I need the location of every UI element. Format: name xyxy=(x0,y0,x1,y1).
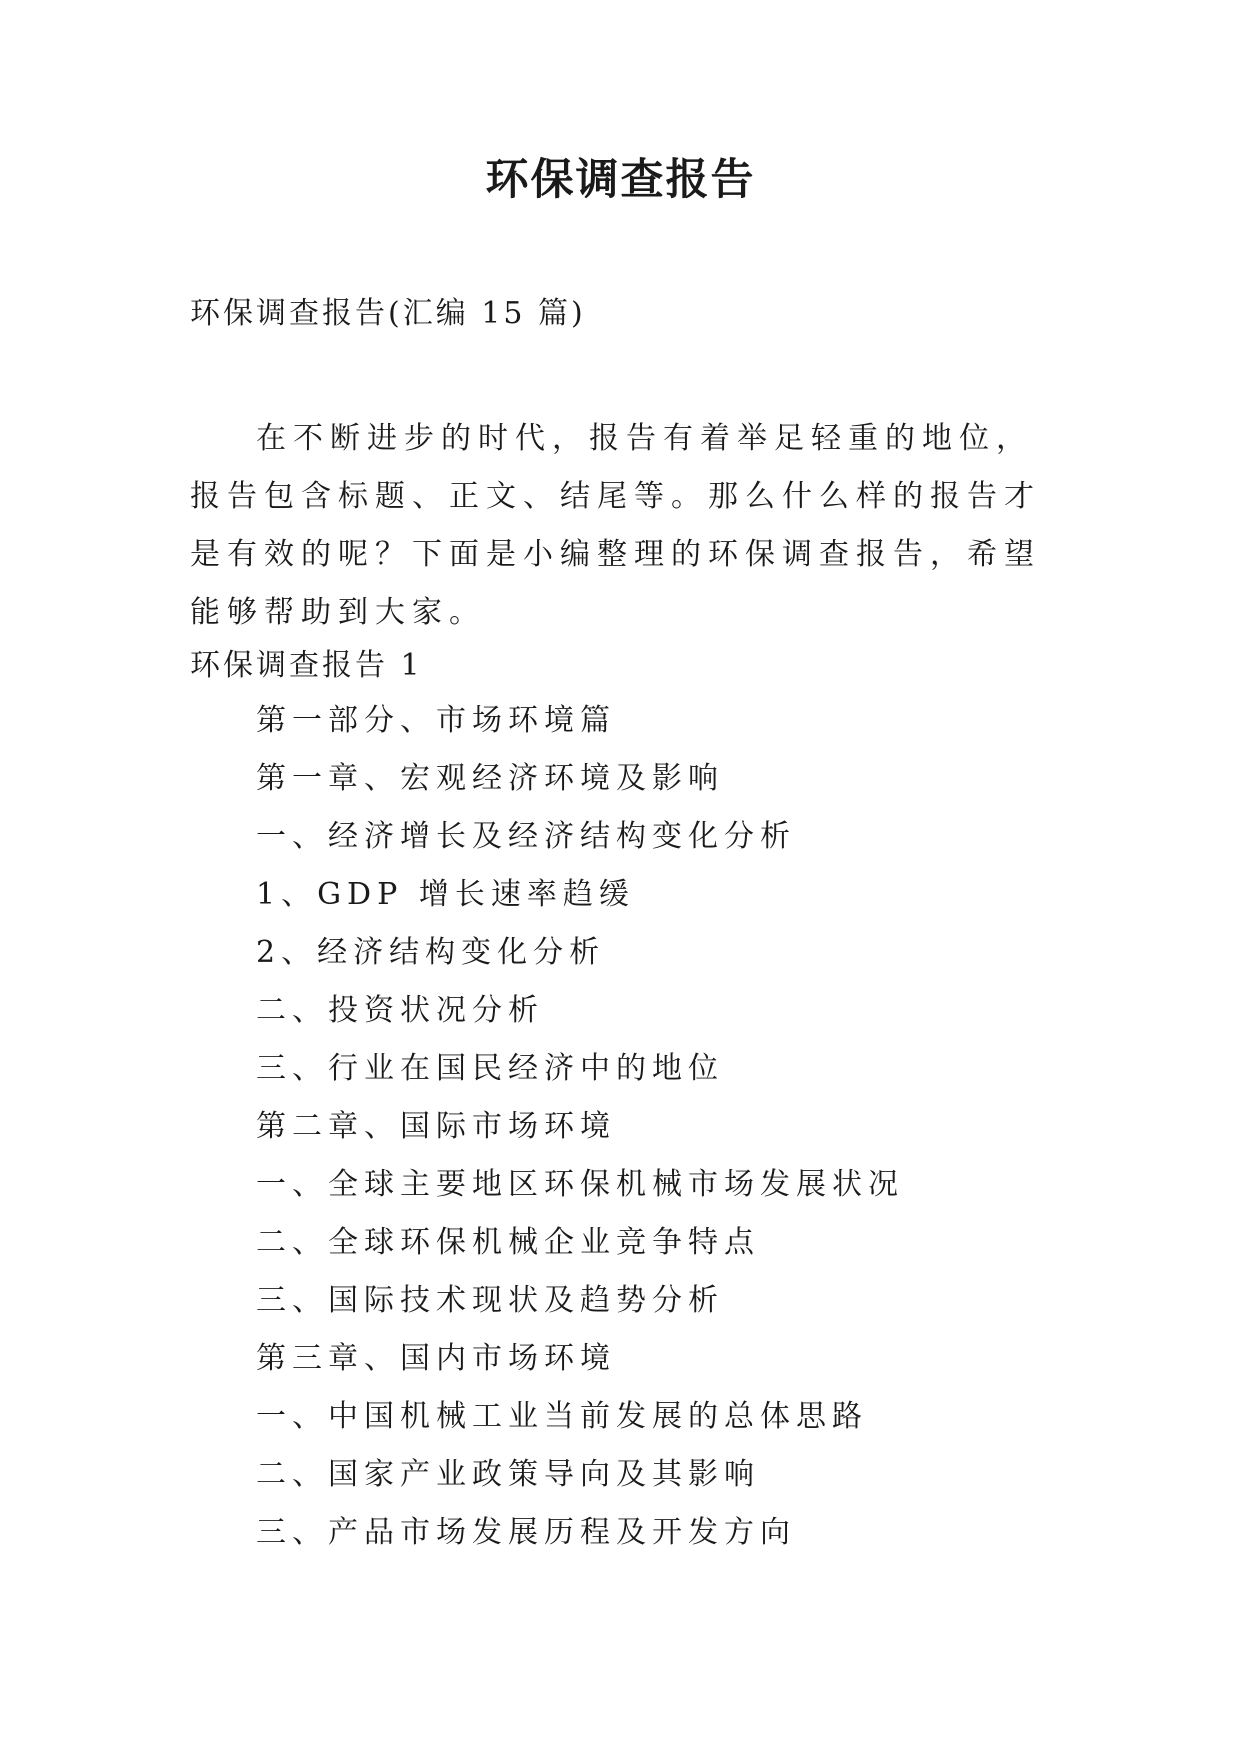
outline-item: 二、国家产业政策导向及其影响 xyxy=(256,1457,760,1492)
outline-item: 三、行业在国民经济中的地位 xyxy=(256,1051,724,1086)
outline-item: 一、全球主要地区环保机械市场发展状况 xyxy=(256,1167,904,1202)
outline-item: 2、经济结构变化分析 xyxy=(256,935,606,970)
outline-item: 三、产品市场发展历程及开发方向 xyxy=(256,1515,796,1550)
section-heading: 环保调查报告 1 xyxy=(190,648,423,683)
outline-item: 1、GDP 增长速率趋缓 xyxy=(256,877,635,912)
outline-list xyxy=(256,701,904,1571)
outline-item: 一、经济增长及经济结构变化分析 xyxy=(256,819,796,854)
outline-item: 三、国际技术现状及趋势分析 xyxy=(256,1283,724,1318)
outline-item: 二、投资状况分析 xyxy=(256,993,544,1028)
outline-item: 一、中国机械工业当前发展的总体思路 xyxy=(256,1399,868,1434)
intro-paragraph: 在不断进步的时代，报告有着举足轻重的地位，报告包含标题、正文、结尾等。那么什么样的报告才是有效的呢？下面是小编整理的环保调查报告，希望能够帮助到大家。 xyxy=(190,421,1041,630)
document-subtitle: 环保调查报告(汇编 15 篇) xyxy=(190,296,586,331)
outline-item: 第一部分、市场环境篇 xyxy=(256,703,616,738)
outline-item: 第三章、国内市场环境 xyxy=(256,1341,616,1376)
outline-item: 二、全球环保机械企业竞争特点 xyxy=(256,1225,760,1260)
outline-item: 第一章、宏观经济环境及影响 xyxy=(256,761,724,796)
page-title: 环保调查报告 xyxy=(485,155,756,205)
outline-item: 第二章、国际市场环境 xyxy=(256,1109,616,1144)
